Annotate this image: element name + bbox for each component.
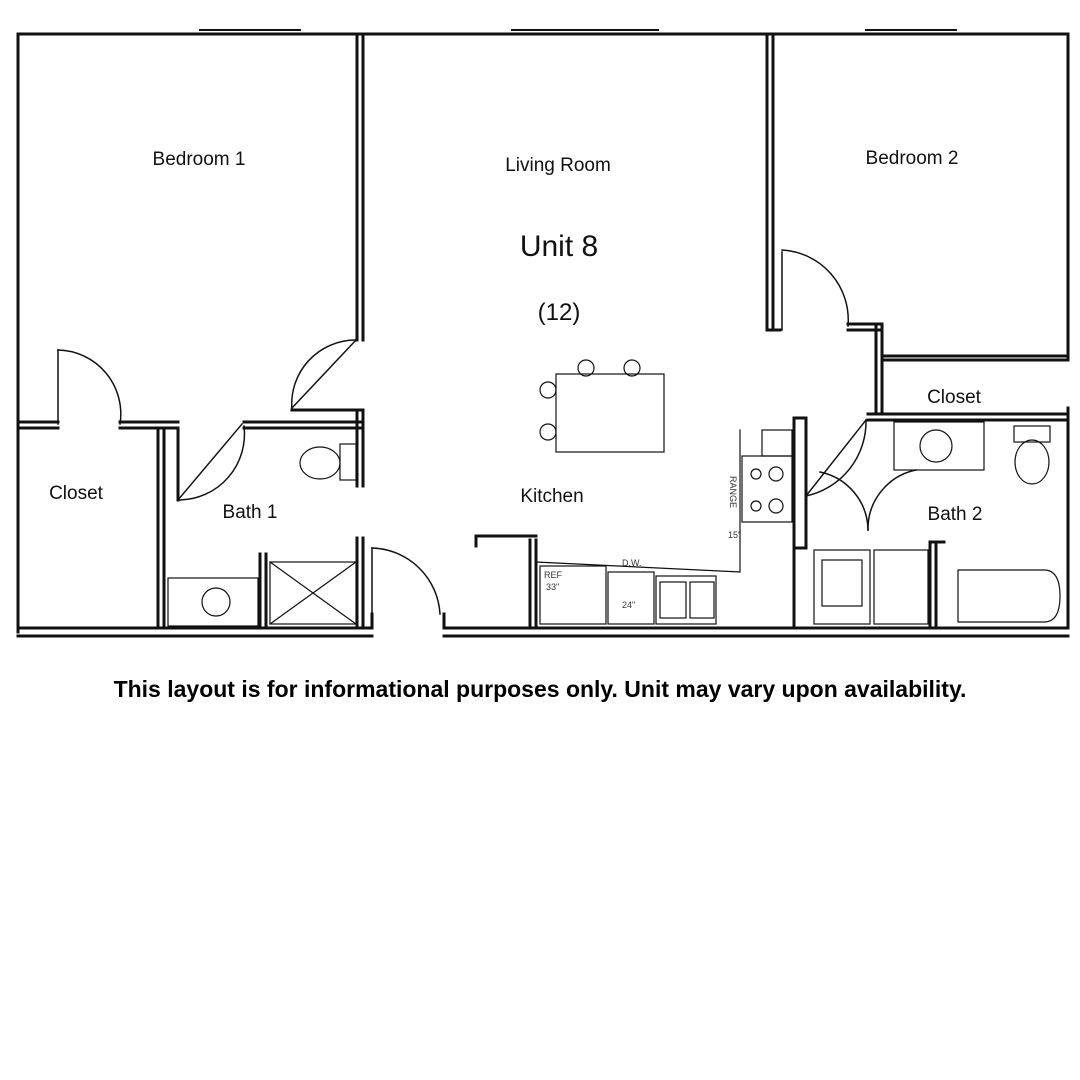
- bedroom2-label: Bedroom 2: [865, 148, 959, 169]
- range-label: RANGE: [728, 476, 738, 509]
- disclaimer-text: This layout is for informational purposes only. Unit may vary upon availability.: [113, 676, 967, 702]
- closet2-label: Closet: [927, 387, 981, 408]
- bath2-label: Bath 2: [927, 504, 983, 525]
- kitchen-label: Kitchen: [520, 486, 584, 507]
- door-swings: [58, 250, 916, 614]
- range-size-label: 15": [728, 530, 742, 540]
- exterior-walls: [18, 34, 1068, 636]
- unit-title: Unit 8: [519, 230, 599, 263]
- closet1-label: Closet: [49, 483, 103, 504]
- bath1-label: Bath 1: [222, 502, 278, 523]
- refrigerator-label: REF: [544, 570, 562, 580]
- dishwasher-label: D.W.: [622, 558, 642, 568]
- bedroom1-label: Bedroom 1: [152, 149, 246, 170]
- living-room-label: Living Room: [505, 155, 611, 176]
- dishwasher-size-label: 24": [622, 600, 636, 610]
- unit-number: (12): [537, 299, 581, 326]
- interior-walls: [18, 34, 1068, 628]
- refrigerator-size-label: 33": [546, 582, 560, 592]
